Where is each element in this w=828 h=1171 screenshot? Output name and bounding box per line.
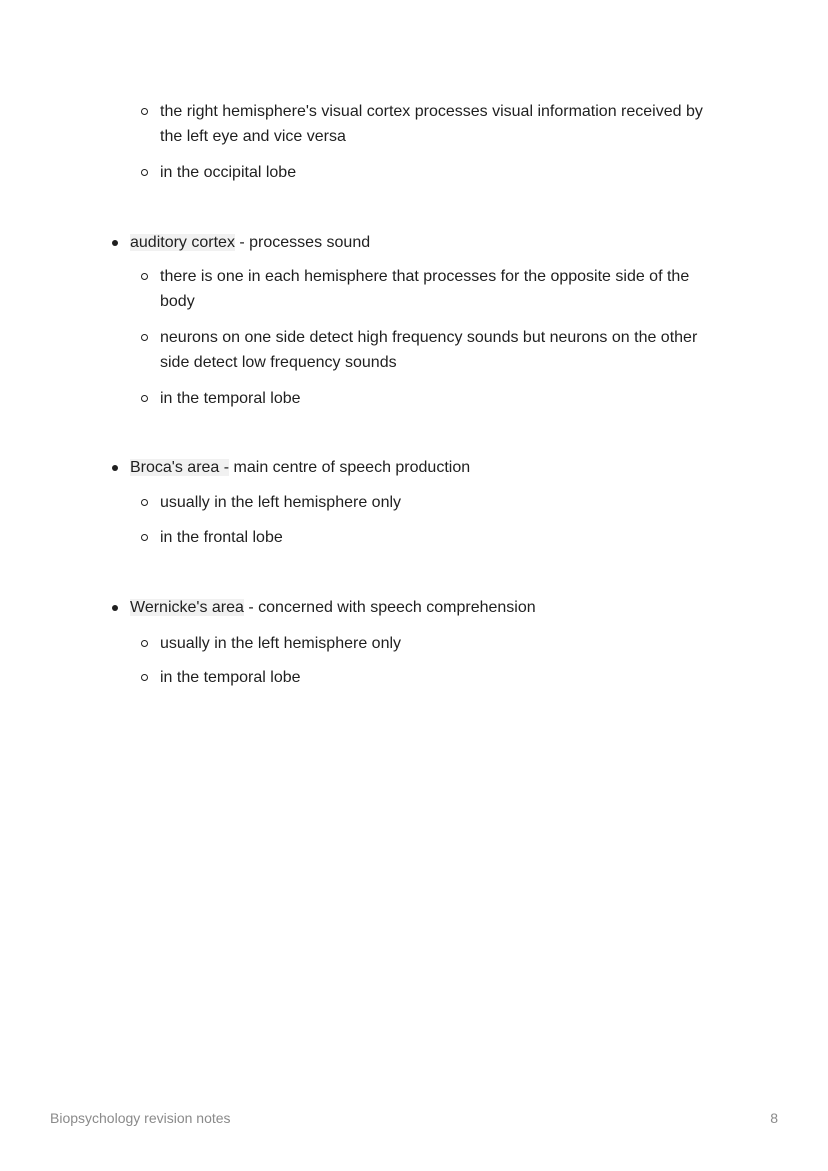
sub-bullet-marker <box>141 499 148 506</box>
bullet-marker <box>112 605 118 611</box>
auditory-sub-point-2-line-2: side detect low frequency sounds <box>160 354 397 371</box>
sub-bullet-marker <box>141 640 148 647</box>
visual-cortex-lobe: in the occipital lobe <box>160 164 297 181</box>
footer-page-number: 8 <box>770 1110 778 1126</box>
sub-bullet-marker <box>141 534 148 541</box>
footer-document-title: Biopsychology revision notes <box>50 1110 231 1126</box>
visual-cortex-sub-point-line-1: the right hemisphere's visual cortex processes visual information received by <box>160 103 703 120</box>
visual-cortex-sub-point-line-2: the left eye and vice versa <box>160 128 346 145</box>
wernicke-area-item <box>130 595 536 620</box>
wernicke-area-desc: - concerned with speech comprehension <box>243 599 536 616</box>
sub-bullet-marker <box>141 334 148 341</box>
auditory-sub-point-3: in the temporal lobe <box>160 390 301 407</box>
wernicke-sub-point-1: usually in the left hemisphere only <box>160 635 402 652</box>
bullet-marker <box>112 240 118 246</box>
broca-area-desc: main centre of speech production <box>229 459 471 476</box>
auditory-cortex-desc: - processes sound <box>234 234 371 251</box>
sub-bullet-marker <box>141 108 148 115</box>
auditory-sub-point-1-line-1: there is one in each hemisphere that processes for the opposite side of the <box>160 268 690 285</box>
sub-bullet-marker <box>141 674 148 681</box>
broca-area-item <box>130 455 470 480</box>
sub-bullet-marker <box>141 273 148 280</box>
wernicke-sub-point-2: in the temporal lobe <box>160 669 301 686</box>
wernicke-area-term: Wernicke's area <box>130 599 244 616</box>
broca-area-term: Broca's area - <box>130 459 230 476</box>
broca-sub-point-1: usually in the left hemisphere only <box>160 494 402 511</box>
sub-bullet-marker <box>141 169 148 176</box>
auditory-cortex-item <box>130 230 370 255</box>
auditory-cortex-term: auditory cortex <box>130 234 235 251</box>
bullet-marker <box>112 465 118 471</box>
broca-sub-point-2: in the frontal lobe <box>160 529 283 546</box>
auditory-sub-point-1-line-2: body <box>160 293 195 310</box>
auditory-sub-point-2-line-1: neurons on one side detect high frequency sounds but neurons on the other <box>160 329 698 346</box>
sub-bullet-marker <box>141 395 148 402</box>
